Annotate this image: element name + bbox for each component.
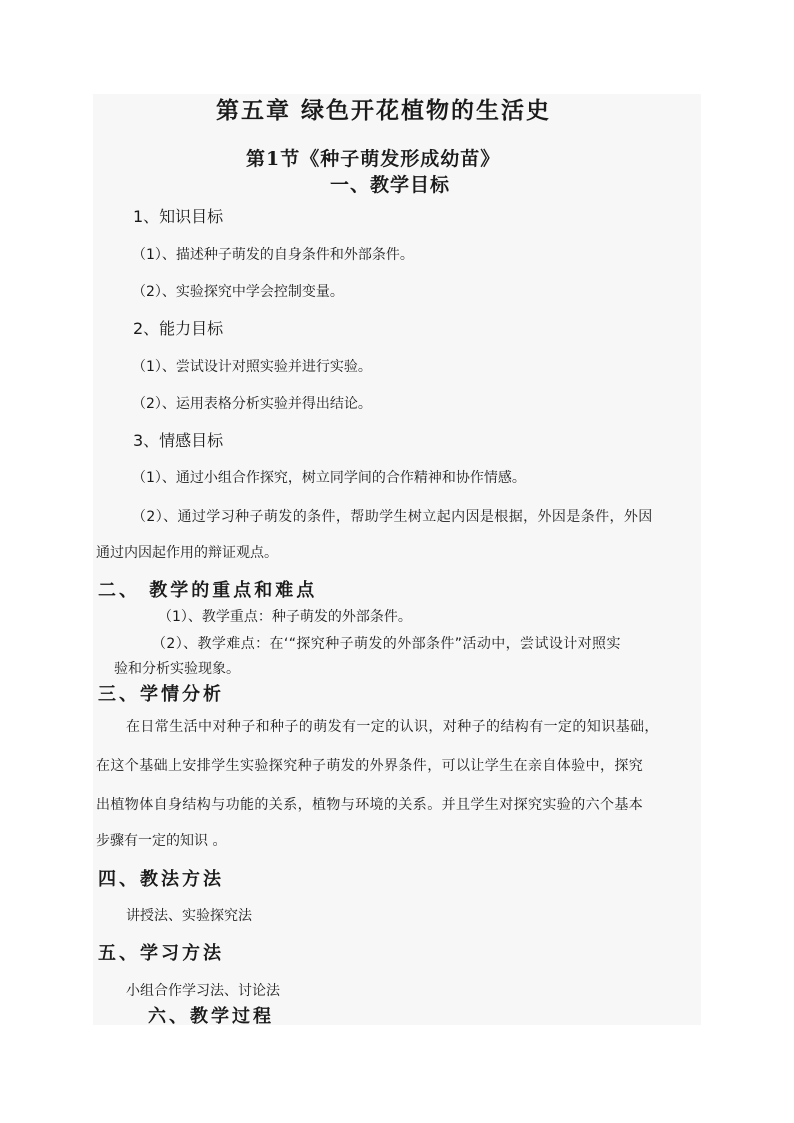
emotion-goal-2-line-2: 通过内因起作用的辩证观点。 (96, 545, 278, 561)
heading-learner-analysis: 三、学情分析 (98, 684, 224, 705)
section-title: 第1节《种子萌发形成幼苗》 (246, 148, 501, 170)
learner-analysis-line-2: 在这个基础上安排学生实验探究种子萌发的外界条件，可以让学生在亲自体验中，探究 (96, 758, 644, 774)
learner-analysis-line-3: 出植物体自身结构与功能的关系，植物与环境的关系。并且学生对探究实验的六个基本 (96, 797, 644, 813)
teaching-methods-text: 讲授法、实验探究法 (126, 908, 252, 924)
knowledge-goal-1: （1）、描述种子萌发的自身条件和外部条件。 (132, 247, 414, 263)
heading-teaching-goals: 一、教学目标 (330, 174, 451, 196)
heading-teaching-methods: 四、教法方法 (98, 869, 224, 890)
emotion-goal-2-line-1: （2）、通过学习种子萌发的条件，帮助学生树立起内因是根据，外因是条件，外因 (132, 509, 653, 525)
difficult-point-line-1: （2）、教学难点：在‘“探究种子萌发的外部条件”活动中，尝试设计对照实 (152, 636, 621, 652)
learning-methods-text: 小组合作学习法、讨论法 (126, 983, 280, 999)
emotion-goals-title: 3、情感目标 (133, 431, 224, 450)
ability-goal-2: （2）、运用表格分析实验并得出结论。 (132, 396, 372, 412)
knowledge-goal-2: （2）、实验探究中学会控制变量。 (132, 284, 344, 300)
chapter-title: 第五章 绿色开花植物的生活史 (216, 97, 552, 124)
learner-analysis-line-1: 在日常生活中对种子和种子的萌发有一定的认识，对种子的结构有一定的知识基础， (126, 719, 659, 735)
learner-analysis-line-4: 步骤有一定的知识 。 (96, 833, 227, 849)
heading-key-points: 二、 教学的重点和难点 (98, 580, 318, 601)
key-point: （1）、教学重点：种子萌发的外部条件。 (158, 609, 412, 625)
heading-learning-methods: 五、学习方法 (98, 943, 224, 964)
heading-teaching-process: 六、教学过程 (148, 1006, 274, 1027)
knowledge-goals-title: 1、知识目标 (133, 207, 224, 226)
ability-goals-title: 2、能力目标 (133, 319, 224, 338)
ability-goal-1: （1）、尝试设计对照实验并进行实验。 (132, 359, 372, 375)
emotion-goal-1: （1）、通过小组合作探究，树立同学间的合作精神和协作情感。 (132, 470, 526, 486)
difficult-point-line-2: 验和分析实验现象。 (114, 661, 240, 677)
